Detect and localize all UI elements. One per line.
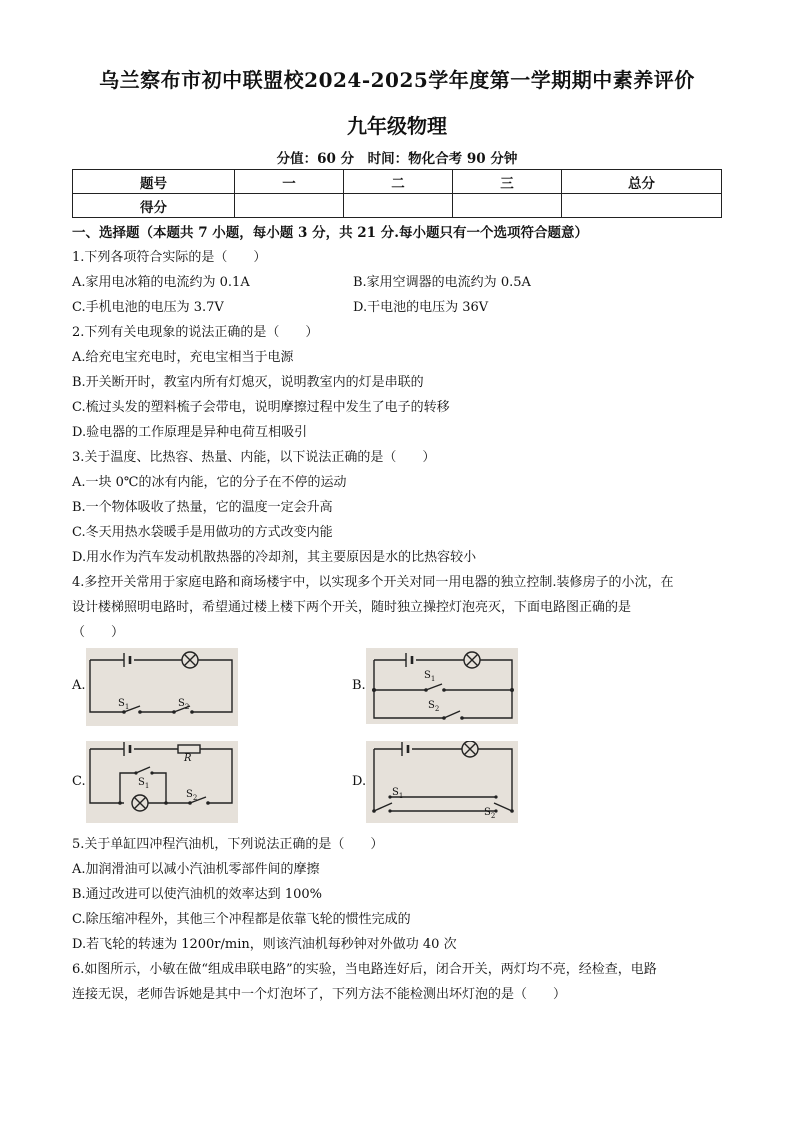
switch-label-s1: $S_1$: [118, 698, 130, 711]
q5-option-c: C.除压缩冲程外，其他三个冲程都是依靠飞轮的惯性完成的: [72, 912, 411, 927]
q5-option-b: B.通过改进可以使汽油机的效率达到 100%: [72, 887, 322, 902]
circuit-diagram-c: [86, 741, 238, 823]
score-cell: 一: [235, 170, 344, 194]
score-cell: 得分: [73, 194, 235, 218]
switch-label-s1: $S_1$: [392, 787, 404, 800]
q1-option-c: C.手机电池的电压为 3.7V: [72, 300, 224, 315]
switch-label-s2: $S_2$: [178, 698, 190, 711]
q1-option-a: A.家用电冰箱的电流约为 0.1A: [72, 275, 250, 290]
exam-info: 分值：60 分 时间：物化合考 90 分钟: [276, 151, 518, 167]
q1-stem: 1.下列各项符合实际的是（ ）: [72, 250, 267, 265]
score-input-cell: [562, 194, 722, 218]
score-table: [72, 169, 722, 218]
q5-option-d: D.若飞轮的转速为 1200r/min，则该汽油机每秒钟对外做功 40 次: [72, 937, 457, 952]
q1-option-b: B.家用空调器的电流约为 0.5A: [353, 275, 531, 290]
q3-stem: 3.关于温度、比热容、热量、内能，以下说法正确的是（ ）: [72, 450, 436, 465]
switch-label-s1: $S_1$: [138, 777, 150, 790]
q2-option-b: B.开关断开时，教室内所有灯熄灭，说明教室内的灯是串联的: [72, 375, 424, 390]
q4-label-c: C.: [72, 774, 86, 789]
switch-label-s2: $S_2$: [186, 789, 198, 802]
q4-text-line2: 设计楼梯照明电路时，希望通过楼上楼下两个开关，随时独立操控灯泡亮灭，下面电路图正确的是: [72, 600, 632, 615]
q4-label-b: B.: [352, 678, 366, 693]
score-cell: 题号: [73, 170, 235, 194]
q1-option-d: D.干电池的电压为 36V: [353, 300, 489, 315]
q2-option-c: C.梳过头发的塑料梳子会带电，说明摩擦过程中发生了电子的转移: [72, 400, 450, 415]
q4-label-d: D.: [352, 774, 367, 789]
score-cell: 三: [453, 170, 562, 194]
exam-title: 乌兰察布市初中联盟校2024-2025学年度第一学期期中素养评价: [99, 68, 695, 92]
q2-option-d: D.验电器的工作原理是异种电荷互相吸引: [72, 425, 308, 440]
section-heading: 一、选择题（本题共 7 小题，每小题 3 分，共 21 分.每小题只有一个选项符合题意）: [72, 225, 588, 241]
q4-text-line3: （ ）: [72, 625, 125, 640]
score-table-row: [73, 194, 722, 218]
q5-option-a: A.加润滑油可以减小汽油机零部件间的摩擦: [72, 862, 320, 877]
q3-option-a: A.一块 0℃的冰有内能，它的分子在不停的运动: [72, 475, 347, 490]
exam-subtitle: 九年级物理: [347, 114, 447, 138]
switch-label-s2: $S_2$: [428, 700, 440, 713]
q2-stem: 2.下列有关电现象的说法正确的是（ ）: [72, 325, 319, 340]
score-input-cell: [235, 194, 344, 218]
circuit-diagram-d: [366, 741, 518, 823]
q2-option-a: A.给充电宝充电时，充电宝相当于电源: [72, 350, 294, 365]
score-cell: 二: [344, 170, 453, 194]
q6-text-line1: 6.如图所示，小敏在做“组成串联电路”的实验，当电路连好后，闭合开关，两灯均不亮，经检查，电路: [72, 962, 657, 977]
circuit-diagram-b: [366, 648, 518, 724]
resistor-label: R: [184, 753, 192, 764]
q6-text-line2: 连接无误，老师告诉她是其中一个灯泡坏了，下列方法不能检测出坏灯泡的是（ ）: [72, 987, 567, 1002]
q5-stem: 5.关于单缸四冲程汽油机，下列说法正确的是（ ）: [72, 837, 384, 852]
q3-option-c: C.冬天用热水袋暖手是用做功的方式改变内能: [72, 525, 333, 540]
switch-label-s1: $S_1$: [424, 670, 436, 683]
score-table-header-row: [73, 170, 722, 194]
q3-option-d: D.用水作为汽车发动机散热器的冷却剂，其主要原因是水的比热容较小: [72, 550, 477, 565]
circuit-diagram-a: [86, 648, 238, 726]
q3-option-b: B.一个物体吸收了热量，它的温度一定会升高: [72, 500, 333, 515]
switch-label-s2: $S_2$: [484, 807, 496, 820]
score-cell: 总分: [562, 170, 722, 194]
q4-label-a: A.: [72, 678, 86, 693]
q4-text-line1: 4.多控开关常用于家庭电路和商场楼宇中，以实现多个开关对同一用电器的独立控制.装修房子的小沈，在: [72, 575, 674, 590]
score-input-cell: [344, 194, 453, 218]
score-input-cell: [453, 194, 562, 218]
